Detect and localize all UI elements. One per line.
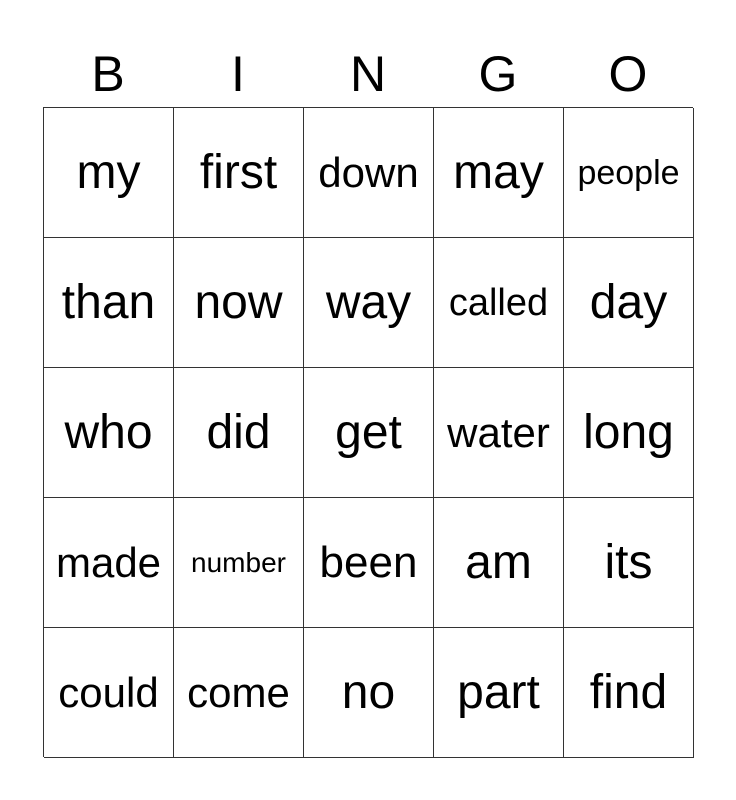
bingo-cell: my [44,108,174,238]
bingo-cell: than [44,238,174,368]
bingo-cell: number [174,498,304,628]
bingo-cell: first [174,108,304,238]
bingo-header [43,44,693,104]
header-letter-n: N [349,46,387,102]
bingo-cell: who [44,368,174,498]
bingo-cell: made [44,498,174,628]
bingo-cell: called [434,238,564,368]
bingo-cell: day [564,238,694,368]
bingo-cell: am [434,498,564,628]
bingo-board [43,107,693,757]
bingo-cell: get [304,368,434,498]
bingo-cell: may [434,108,564,238]
bingo-cell: now [174,238,304,368]
bingo-cell: part [434,628,564,758]
header-letter-i: I [231,46,245,102]
bingo-cell: its [564,498,694,628]
bingo-cell: down [304,108,434,238]
bingo-cell: come [174,628,304,758]
bingo-cell: people [564,108,694,238]
bingo-cell: could [44,628,174,758]
bingo-cell: been [304,498,434,628]
bingo-cell: did [174,368,304,498]
bingo-cell: find [564,628,694,758]
bingo-cell: way [304,238,434,368]
bingo-cell: no [304,628,434,758]
bingo-cell: water [434,368,564,498]
header-letter-o: O [608,46,648,102]
header-letter-b: B [91,46,125,102]
header-letter-g: G [478,46,518,102]
bingo-cell: long [564,368,694,498]
